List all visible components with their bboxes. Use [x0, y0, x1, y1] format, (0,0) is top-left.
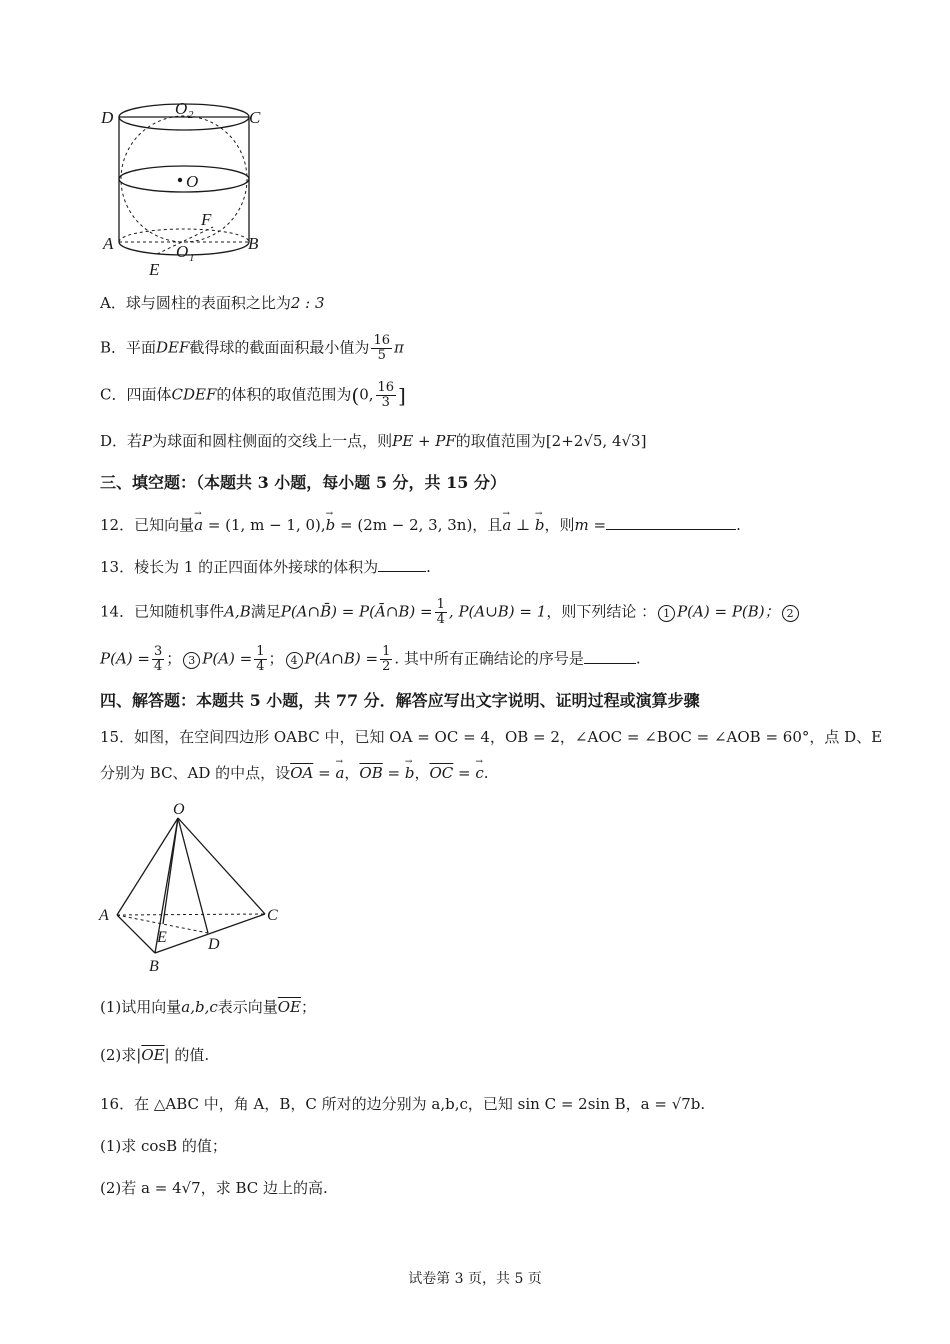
label-B: B [149, 958, 159, 975]
question-15-line2: 分别为 BC、AD 的中点，设$\overline{OA}$ = → a，$\overline{OB}$ = → b，$\overline{OC}$ = → c. [100, 762, 489, 784]
label-O: O [173, 801, 185, 818]
label-D: D [101, 108, 114, 127]
label-C: C [249, 108, 261, 127]
label-E: E [157, 929, 167, 946]
label-F: F [201, 210, 212, 229]
svg-text:1: 1 [189, 252, 195, 264]
question-14-line2: P(A) = $\frac{3}{4}$ ； 3 P(A) = $\frac{1}{4}$ ； 4 P(A∩B) = $\frac{1}{2}$ . 其中所有正确结论的序号是 . [100, 644, 641, 674]
answer-blank [606, 515, 736, 530]
option-a: A．球与圆柱的表面积之比为2 : 3 [100, 294, 325, 312]
label-O1: O [176, 242, 189, 261]
question-15-part2: (2)求$|\overline{OE}|$ 的值. [100, 1046, 210, 1064]
fraction: $\frac{3}{4}$ [153, 644, 163, 674]
question-16-part1: (1)求 cosB 的值； [100, 1137, 227, 1155]
answer-blank [584, 649, 636, 664]
question-14-line1: 14．已知随机事件A,B满足P(A∩B̄) = P(Ā∩B) = $\frac{1}{4}$ , P(A∪B) = 1，则下列结论 ： 1 P(A) = P(B)； 2 [100, 598, 801, 627]
label-O: O [186, 172, 199, 191]
fraction: $\frac{1}{2}$ [382, 644, 391, 674]
label-A: A [99, 907, 109, 924]
option-b: B．平面DEF截得球的截面面积最小值为 $\frac{16}{5}$ π [100, 333, 404, 363]
label-C: C [267, 907, 278, 924]
question-16-part2: (2)若 a = 4√7，求 BC 边上的高. [100, 1179, 328, 1197]
section-4-heading: 四、解答题：本题共 5 小题，共 77 分．解答应写出文字说明、证明过程或演算步骤 [100, 691, 700, 710]
svg-text:2: 2 [188, 109, 194, 121]
question-16-line1: 16．在 △ABC 中，角 A，B，C 所对的边分别为 a,b,c，已知 sin C = 2sin B，a = √7b. [100, 1095, 706, 1113]
label-B: B [248, 234, 259, 253]
question-12: 12．已知向量→ a = (1, m − 1, 0),→ b = (2m − 2, 3, 3n)，且→ a ⊥ → b，则m = . [100, 514, 741, 536]
tetrahedron-figure [95, 798, 295, 978]
section-3-heading: 三、填空题：（本题共 3 小题，每小题 5 分，共 15 分） [100, 473, 506, 492]
page-footer: 试卷第 3 页，共 5 页 [408, 1271, 542, 1287]
option-d: D．若P为球面和圆柱侧面的交线上一点，则PE + PF的取值范围为[2+2√5, 4√3] [100, 432, 647, 450]
question-13: 13．棱长为 1 的正四面体外接球的体积为 . [100, 558, 431, 576]
fraction: $\frac{16}{5}$ [373, 333, 390, 363]
question-15-line1: 15．如图，在空间四边形 OABC 中，已知 OA = OC = 4，OB = 2，∠AOC = ∠BOC = ∠AOB = 60°，点 D、E [100, 728, 883, 746]
label-D: D [208, 936, 220, 953]
option-c: C．四面体CDEF的体积的取值范围为(0, $\frac{16}{3}$ ] [100, 380, 406, 410]
question-15-part1: (1)试用向量a,b,c表示向量$\overline{OE}$； [100, 998, 317, 1016]
answer-blank [378, 557, 426, 572]
fraction: $\frac{1}{4}$ [256, 644, 265, 674]
fraction: $\frac{16}{3}$ [377, 380, 395, 410]
label-O2: O [175, 99, 188, 118]
label-A: A [103, 234, 114, 253]
label-E: E [149, 260, 160, 279]
fraction: $\frac{1}{4}$ [436, 597, 445, 627]
cylinder-sphere-figure [95, 95, 275, 280]
